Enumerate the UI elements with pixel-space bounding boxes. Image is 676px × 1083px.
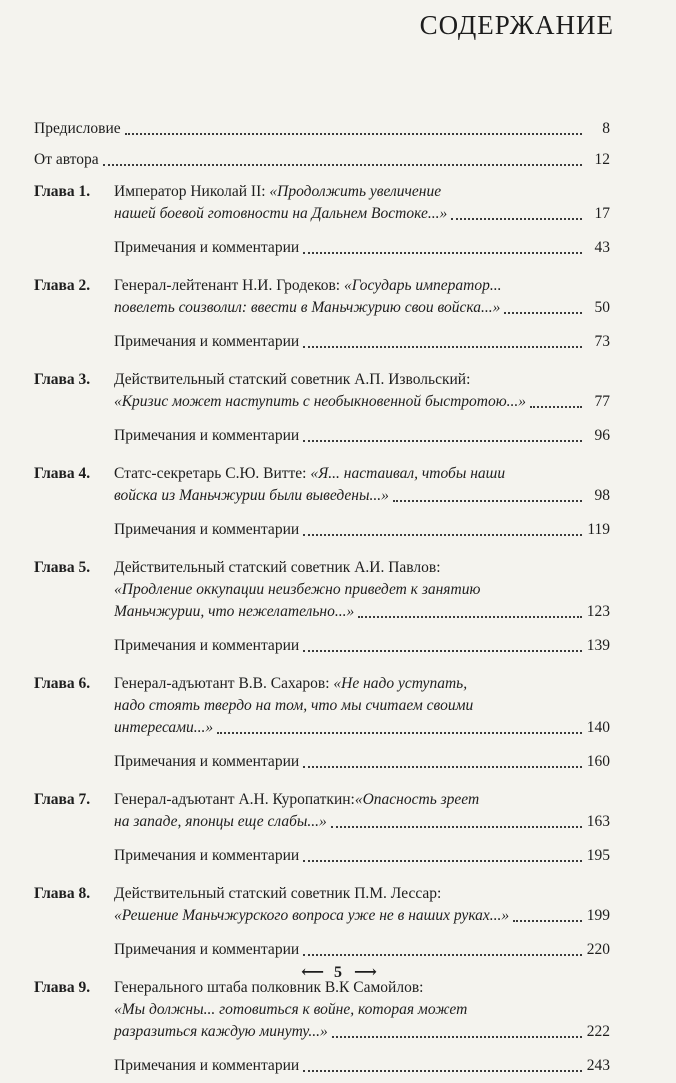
notes-label: Примечания и комментарии	[114, 521, 300, 538]
chapter-title-text	[114, 1021, 328, 1043]
chapter-body	[114, 275, 610, 359]
chapter-quote: «Решение Маньчжурского вопроса уже не в наших руках...»	[114, 907, 510, 924]
chapter-notes-entry	[114, 1055, 610, 1077]
chapter-body	[114, 673, 610, 779]
chapter-body	[114, 789, 610, 873]
chapter-author: Статс-секретарь С.Ю. Витте:	[114, 465, 311, 482]
chapter-title-line	[114, 695, 610, 717]
chapter-title-line	[114, 275, 610, 297]
chapter-body	[114, 883, 610, 967]
toc-entry	[34, 149, 610, 171]
chapter-title-line	[114, 463, 610, 485]
chapter-number: Глава 2.	[34, 277, 91, 294]
chapter-author: Действительный статский советник П.М. Лессар:	[114, 885, 442, 902]
chapter-quote: на западе, японцы еще слабы...»	[114, 813, 327, 830]
notes-page: 139	[586, 637, 610, 654]
toc-entry	[34, 118, 610, 140]
chapter-number: Глава 6.	[34, 675, 91, 692]
chapter-title-line	[114, 579, 610, 601]
chapter-page: 77	[594, 393, 610, 410]
chapter-title-line	[114, 673, 610, 695]
chapter-number: Глава 9.	[34, 979, 91, 996]
notes-page: 96	[594, 427, 610, 444]
left-ornament-icon: ⟵	[301, 964, 322, 981]
chapter-body	[114, 557, 610, 663]
chapter-body	[114, 181, 610, 265]
page-number: 5	[334, 964, 342, 981]
chapter-quote: «Кризис может наступить с необыкновенной быстротою...»	[114, 393, 527, 410]
chapter-notes-entry	[114, 331, 610, 353]
chapter-entry	[34, 463, 610, 547]
chapter-title-line	[114, 811, 610, 833]
dot-leader	[393, 500, 582, 502]
chapter-author: Генерал-адъютант В.В. Сахаров:	[114, 675, 334, 692]
chapter-title-line	[114, 369, 610, 391]
chapter-quote: интересами...»	[114, 719, 214, 736]
page-footer	[0, 962, 676, 982]
chapter-quote: повелеть соизволил: ввести в Маньчжурию свои войска...»	[114, 299, 501, 316]
chapter-author: Действительный статский советник А.П. Извольский:	[114, 371, 471, 388]
chapter-author: Генерал-лейтенант Н.И. Гродеков:	[114, 277, 344, 294]
chapter-notes-entry	[114, 237, 610, 259]
chapter-page: 163	[586, 813, 610, 830]
dot-leader	[513, 920, 582, 922]
dot-leader	[303, 860, 582, 862]
chapter-body	[114, 369, 610, 453]
dot-leader	[451, 218, 582, 220]
chapter-page: 98	[594, 487, 610, 504]
dot-leader	[504, 312, 582, 314]
dot-leader	[303, 346, 582, 348]
notes-label: Примечания и комментарии	[114, 637, 300, 654]
dot-leader	[358, 616, 582, 618]
chapter-title-line	[114, 391, 610, 413]
chapter-number: Глава 7.	[34, 791, 91, 808]
notes-label: Примечания и комментарии	[114, 1057, 300, 1074]
chapter-quote: разразиться каждую минуту...»	[114, 1023, 328, 1040]
chapter-title-text	[114, 203, 447, 225]
chapter-notes-entry	[114, 635, 610, 657]
chapter-quote: нашей боевой готовности на Дальнем Востоке...»	[114, 205, 448, 222]
chapter-title-line	[114, 181, 610, 203]
chapter-title-line	[114, 203, 610, 225]
chapter-title-line	[114, 789, 610, 811]
chapter-title-text	[114, 297, 500, 319]
chapter-notes-entry	[114, 939, 610, 961]
chapter-quote: «Я... настаивал, чтобы наши	[310, 465, 506, 482]
dot-leader	[530, 406, 582, 408]
chapter-entry	[34, 181, 610, 265]
notes-label: Примечания и комментарии	[114, 847, 300, 864]
dot-leader	[303, 650, 582, 652]
chapter-title-line	[114, 297, 610, 319]
chapter-page: 199	[586, 907, 610, 924]
notes-page: 73	[594, 333, 610, 350]
chapter-number: Глава 5.	[34, 559, 91, 576]
chapter-title-line	[114, 601, 610, 623]
chapter-quote: войска из Маньчжурии были выведены...»	[114, 487, 389, 504]
toc-entry-page: 12	[594, 151, 610, 168]
chapter-title-line	[114, 1021, 610, 1043]
chapter-author: Император Николай II:	[114, 183, 270, 200]
chapter-page: 123	[586, 603, 610, 620]
chapter-quote: «Опасность зреет	[354, 791, 480, 808]
notes-page: 119	[587, 521, 610, 538]
notes-label: Примечания и комментарии	[114, 941, 300, 958]
chapter-entry	[34, 369, 610, 453]
notes-page: 243	[586, 1057, 610, 1074]
chapter-number: Глава 1.	[34, 183, 91, 200]
chapter-number: Глава 4.	[34, 465, 91, 482]
chapter-notes-entry	[114, 425, 610, 447]
chapter-quote: Маньчжурии, что нежелательно...»	[114, 603, 355, 620]
chapter-page: 222	[586, 1023, 610, 1040]
dot-leader	[103, 164, 582, 166]
chapter-quote: «Продолжить увеличение	[269, 183, 442, 200]
dot-leader	[125, 133, 582, 135]
chapter-notes-entry	[114, 519, 610, 541]
chapter-notes-entry	[114, 845, 610, 867]
right-ornament-icon: ⟶	[354, 964, 375, 981]
dot-leader	[332, 1036, 582, 1038]
chapter-entry	[34, 789, 610, 873]
notes-label: Примечания и комментарии	[114, 239, 300, 256]
chapter-quote: «Государь император...	[344, 277, 502, 294]
notes-page: 220	[586, 941, 610, 958]
notes-page: 160	[586, 753, 610, 770]
toc-entry-label: От автора	[34, 151, 99, 168]
chapter-author: Действительный статский советник А.И. Павлов:	[114, 559, 441, 576]
chapter-title-line	[114, 717, 610, 739]
chapter-entry	[34, 673, 610, 779]
chapter-author: Генерального штаба полковник В.К Самойлов:	[114, 979, 424, 996]
chapter-title-text	[114, 485, 389, 507]
dot-leader	[303, 440, 582, 442]
chapter-entry	[34, 883, 610, 967]
chapter-title-text	[114, 391, 526, 413]
dot-leader	[303, 766, 582, 768]
chapter-notes-entry	[114, 751, 610, 773]
chapter-body	[114, 977, 610, 1083]
chapter-page: 17	[594, 205, 610, 222]
chapter-title-line	[114, 883, 610, 905]
notes-page: 43	[594, 239, 610, 256]
dot-leader	[303, 534, 582, 536]
chapter-quote: «Продление оккупации неизбежно приведет к занятию	[114, 581, 481, 598]
page-title: СОДЕРЖАНИЕ	[419, 10, 614, 40]
chapter-page: 50	[594, 299, 610, 316]
chapter-title-text	[114, 601, 354, 623]
chapter-page: 140	[586, 719, 610, 736]
dot-leader	[217, 732, 582, 734]
chapter-title-line	[114, 485, 610, 507]
notes-label: Примечания и комментарии	[114, 427, 300, 444]
dot-leader	[303, 954, 582, 956]
notes-label: Примечания и комментарии	[114, 753, 300, 770]
chapter-quote: «Мы должны... готовиться к войне, которая может	[114, 1001, 468, 1018]
chapter-number: Глава 3.	[34, 371, 91, 388]
toc-entry-label: Предисловие	[34, 120, 121, 137]
chapter-entry	[34, 977, 610, 1083]
notes-label: Примечания и комментарии	[114, 333, 300, 350]
table-of-contents	[34, 118, 610, 1083]
chapter-entry	[34, 275, 610, 359]
chapter-quote: надо стоять твердо на том, что мы считаем своими	[114, 697, 474, 714]
toc-entry-page: 8	[602, 120, 610, 137]
chapter-quote: «Не надо уступать,	[333, 675, 468, 692]
chapter-author: Генерал-адъютант А.Н. Куропаткин:	[114, 791, 355, 808]
chapter-title-line	[114, 557, 610, 579]
dot-leader	[303, 1070, 582, 1072]
chapter-entry	[34, 557, 610, 663]
chapter-title-line	[114, 905, 610, 927]
chapter-title-line	[114, 999, 610, 1021]
chapter-title-text	[114, 717, 213, 739]
chapter-title-text	[114, 811, 327, 833]
chapter-body	[114, 463, 610, 547]
dot-leader	[303, 252, 582, 254]
chapter-number: Глава 8.	[34, 885, 91, 902]
chapter-title-text	[114, 905, 509, 927]
dot-leader	[331, 826, 582, 828]
notes-page: 195	[586, 847, 610, 864]
